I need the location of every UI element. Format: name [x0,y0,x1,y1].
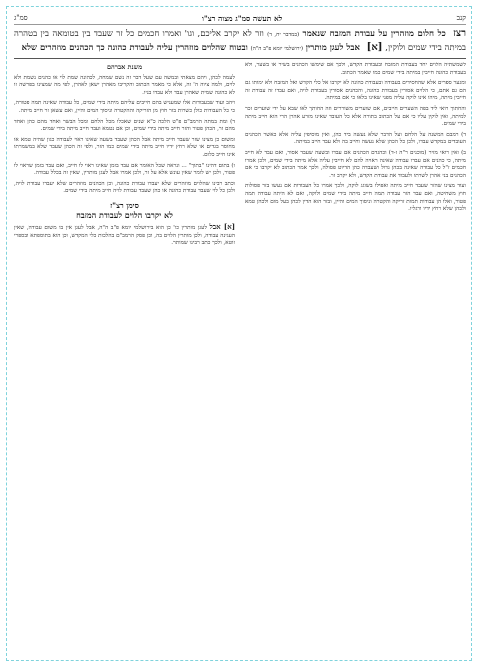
main-text2-bold: אבל לעגן מותרין [305,42,360,53]
right-para: והחתוך רואי ליד בפה השערים חייבים, אם שוערים משוררים וזה החותך לאו שבא על ידי שוערים זכר למיתה, ואין לוקין עליו כי אם על הכתוב בתורה אלא כל העובד שאינו מזרע אהרן הרי הוא חייב מיתה בידי שמים. [245,105,466,128]
left-para: ו) בתום דהינו "בתוך" ... ונראה שכל האומר אם עבד בזמן שאינו ראוי לו חייב, ואם עבד בזמן שראוי לו פטור, ולכן יש לומר שאין עונש אלא על זר, ולכן אמרו אבל לעגן מותרין, שאין זה בכלל עבודה. [14,162,235,177]
page-header [14,12,466,25]
right-column [245,62,466,622]
right-para: ועוד מצינו שהזר שעבד חייב מיתה ואפילו בשוגג לוקה, ולכך אמרו כל העבודות אם נעשו בזר פסולות חוץ משחיטה, ואם עבד הזר עבודה תמה חייב מיתה בידי שמים ולוקה, ואם לא היתה עבודה תמה פטור, ואלו הן עבודות תמות זריקה והקטרה וניסוך המים והיין, ובזר הוא הדין לכהן בעל מום ולכהן טמא ולכהן שלא רחץ ידיו ורגליו. [245,183,466,213]
siman-heading: סימן רצ"ז [110,200,139,210]
section-divider [14,58,466,60]
right-para: ב) ואין רואי מזיר (מוכנים ר"ה ז-ד) וכהגדם הכהנים אם עבדו ובשעה שעבד אסור, ואם עבד לא חייב מיתה, כי כהנים אם עבדו עבודה שאינה ראויה להם לא חייבין עליה אלא מיתה בידי שמים, ולכן אמרו חכמים ז"ל כל עבודה שאינה בכהן גדול ושעבדה כהן הדיוט פסולה, ולכך אמר הכתוב לא יקרבו כי אם הכהנים בני אהרן לשרתו ולעבוד את עבודת הקדש, ולא יקרב זר. [245,149,466,179]
siman-para [14,223,235,248]
left-column [14,62,235,622]
left-para: ומשום כן מצינו שזר שעבד חייב מיתה אבל הכהן שעבד בשעה שאינו ראוי לעבודה כגון שהיה טמא או מחוסר בגדים או שלא רחץ ידיו חייב מיתה בידי שמים כמו הזר, ולפי זה הכהן שעבד שלא במשמרתו אינו חייב כלום. [14,136,235,158]
left-para: וכתב רבינו שהלוים מוזהרים שלא יעבדו עבודת כהונה, וכן הכהנים מוזהרים שלא יעבדו עבודת לויה, ולכן כל לוי שעבד עבודת כהונה או כהן שעבד עבודת לויה חייב מיתה בידי שמים. [14,180,235,195]
siman-title: לא יקרבו הלוים לעבודת המזבח [76,209,173,220]
main-text-source: (במדבר יח, ד) [267,32,300,38]
right-para: ד) רמבם המשנה על הלחם ועל הדבר שלא נעשה ביד כהן, ואין מוסיפין עליה אלא כאשר הכהנים העובדים במקדש עבדו, ולכן כל הכהן שלא נעשה וחייב בה ולא עבד חייב במיתה. [245,131,466,146]
document-page [14,12,466,657]
header-left: סמ"ג [14,14,28,22]
running-title: לא תעשה סמ"ג מצוה רצ"ו [201,13,283,23]
left-para: ד) ומת במתה הרמב"ם פ"ט הלכה כ"א שנים שאכלו מכל הלחם ומכל הבשר ואחד מהם כהן ואחד מהם זר, הכהן פטור והזר חייב מיתה בידי שמים, וכן אם נטמא ועבד חייב מיתה בידי שמים. [14,118,235,133]
siman-para-text: לעגן מותרין כו' כן הוא בירושלמי יומא פ"ב ה"ה, אבל לעגן אין בו משום עבודה, שאין העגינה עבודה, ולכן מותרין הלוים בה, וכן פסק הרמב"ם בהלכות כלי המקדש, וכן הוא בתוספתא ובספרי זוטא, ולכך כתב רבינו שמותר. [14,225,235,247]
mitzvah-label: רצז [453,28,467,39]
left-para: ויהב ועוד שבעבודות אלו שמעניש בהם חייבים עליהם מיתה בידי שמים, כל עבודה שאינה תמה פטורה, כי כל העבודות כולן כשרות בזר חוץ מן הזריקה וההקטרה וניסוך המים והיין, ואם עשאן זר חייב מיתה. [14,100,235,114]
main-text-bold: כל חלום מוזהרין על עבודת המזבח שנאמר [302,29,446,39]
main-text2-source: (ירושלמי יומא פ"ב ה"ה) [250,45,304,52]
commentary-title: משנת אברהם [106,63,143,71]
left-para: לעמה לכהן, ויהם מצאתי ובמשה עם שעל דבר זה נשם שמחה, לכהונה שמת לוי או כהנים נשמת ולא לוים, ולמה ציוה ה' זה, אלא כי מאמר הכתוב והקריבו מאהרן ישאן לאהרן, לפי מה שמצינו בפרשה זו לא כהונה שמית שאהרן עבד ולא עבדו בניו. [14,74,235,96]
main-text [14,28,466,55]
commentary-columns [14,62,466,622]
right-para: לשמשתיה הלוים יחד בעבודת המזבח ובעבודת הקדש, ולכך אם שימשו הכהנים בשיר או בשער, ולא בעבודת כהונה חייבין במיתה בידי שמים כמו שאמר הכתוב. [245,62,466,76]
right-para: ומגער ספרים אלא שהחסידים בעבודה ובעבודת כהונה לא יקרבו אל כלי הקדש ואל המזבח ולא ימותו גם הם גם אתם, כי הלוים אסורין בעבודת כהונה, והכהנים אסורין בעבודת לויה, ואם עבדו זה עבודת זה חייבין מיתה, מיהו אינו לוקה עליה מפני שאינו בלאו כי אם במיתה. [245,80,466,102]
main-text-body: וזר לא יקרב אליכם, וגו' ואמרו חכמים כל זר שעבד בין בטומאה בין בטהרה במיתה בידי שמים ולוקין, [14,29,466,53]
siman-para-label: [א] אבל [209,222,235,232]
main-text-label2: [א] [366,41,383,53]
page-number: קנב [456,14,466,22]
main-text2-body: ובטוח שהלוים מוזהרין עליה לעבודת כהונה כך הכהנים מוזהרים שלא [21,42,248,53]
